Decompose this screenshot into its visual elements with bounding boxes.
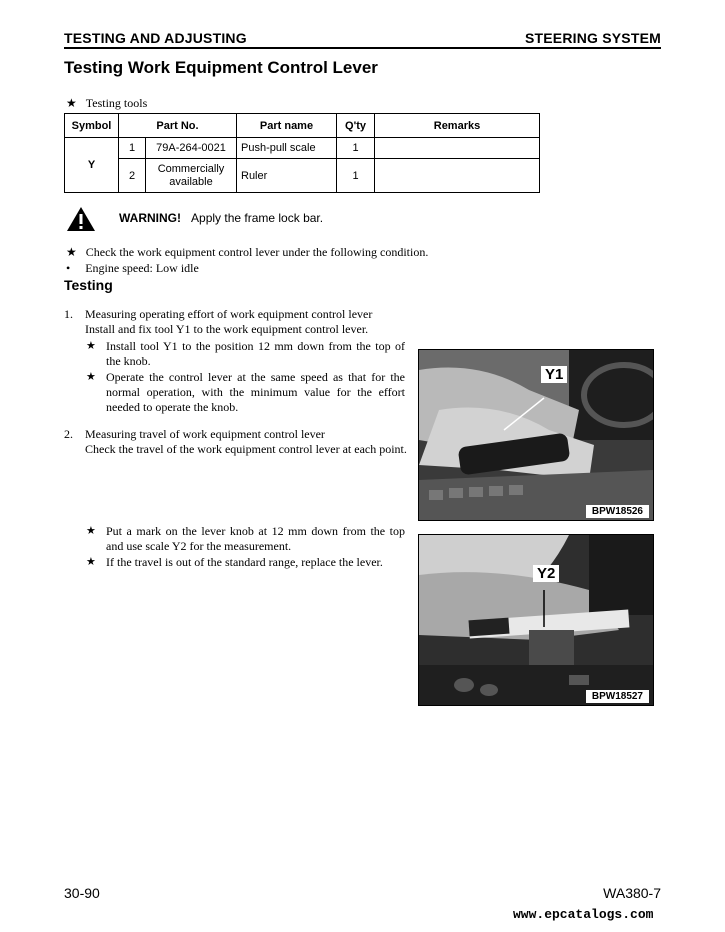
warning-triangle-icon xyxy=(66,206,96,232)
star-icon: ★ xyxy=(66,245,77,259)
figure-code: BPW18527 xyxy=(586,690,649,703)
step-note: Install tool Y1 to the position 12 mm down from the top of the knob. xyxy=(106,339,405,368)
part-no-line: Commercially xyxy=(157,162,225,175)
warning-label: WARNING! xyxy=(119,211,181,225)
page-title: Testing Work Equipment Control Lever xyxy=(64,58,378,77)
condition-text: Engine speed: Low idle xyxy=(85,261,199,275)
part-no-cell: 79A-264-0021 xyxy=(146,138,237,159)
table-header-row xyxy=(65,114,540,138)
star-icon: ★ xyxy=(86,371,96,383)
page-number: 30-90 xyxy=(64,885,100,901)
column-header: Part name xyxy=(237,114,337,138)
star-icon: ★ xyxy=(86,556,96,568)
step-note: If the travel is out of the standard range, replace the lever. xyxy=(106,555,383,569)
condition-star-item xyxy=(66,245,428,260)
condition-text: Check the work equipment control lever under the following condition. xyxy=(85,245,429,259)
qty-cell: 1 xyxy=(337,159,375,193)
column-header: Q'ty xyxy=(337,114,375,138)
header-rule xyxy=(64,47,661,49)
step-note: Operate the control lever at the same speed as that for the normal operation, with the minimum value for the effort needed to operate the knob. xyxy=(106,370,405,414)
star-icon: ★ xyxy=(86,340,96,352)
header-section-left: TESTING AND ADJUSTING xyxy=(64,30,247,46)
warning-message xyxy=(119,211,323,225)
photo-illustration xyxy=(419,535,653,705)
step-number: 2. xyxy=(64,427,73,441)
remarks-cell xyxy=(375,138,540,159)
model-number: WA380-7 xyxy=(603,885,661,901)
remarks-cell xyxy=(375,159,540,193)
column-header: Remarks xyxy=(375,114,540,138)
figure-photo-y1 xyxy=(418,349,654,521)
part-name-cell: Push-pull scale xyxy=(237,138,337,159)
qty-cell: 1 xyxy=(337,138,375,159)
step-number: 1. xyxy=(64,307,73,321)
figure-code: BPW18526 xyxy=(586,505,649,518)
condition-bullet-item xyxy=(66,261,199,276)
tools-table xyxy=(64,113,540,193)
part-no-line: available xyxy=(169,175,213,188)
figure-photo-y2 xyxy=(418,534,654,706)
tools-heading-text: Testing tools xyxy=(85,96,148,110)
column-header: Symbol xyxy=(65,114,119,138)
step-note: Put a mark on the lever knob at 12 mm down from the top and use scale Y2 for the measurement. xyxy=(106,524,405,553)
column-header: Part No. xyxy=(119,114,237,138)
part-no-cell xyxy=(146,159,237,193)
table-row xyxy=(65,159,540,193)
bullet-icon: • xyxy=(66,261,71,275)
star-icon: ★ xyxy=(86,525,96,537)
step-instruction: Install and fix tool Y1 to the work equipment control lever. xyxy=(85,322,369,336)
step-title: Measuring travel of work equipment control lever xyxy=(85,427,325,441)
step-title: Measuring operating effort of work equipment control lever xyxy=(85,307,373,321)
header-section-right: STEERING SYSTEM xyxy=(524,30,661,46)
photo-illustration xyxy=(419,350,653,520)
symbol-cell: Y xyxy=(65,138,119,193)
part-name-cell: Ruler xyxy=(237,159,337,193)
figure-callout: Y2 xyxy=(533,565,559,582)
tools-heading xyxy=(66,96,147,111)
watermark-url: www.epcatalogs.com xyxy=(513,907,654,922)
index-cell: 2 xyxy=(119,159,146,193)
table-row xyxy=(65,138,540,159)
warning-text: Apply the frame lock bar. xyxy=(191,211,324,225)
star-icon: ★ xyxy=(66,96,77,110)
index-cell: 1 xyxy=(119,138,146,159)
step-instruction: Check the travel of the work equipment control lever at each point. xyxy=(85,442,407,456)
figure-callout: Y1 xyxy=(541,366,567,383)
section-heading: Testing xyxy=(64,277,113,293)
